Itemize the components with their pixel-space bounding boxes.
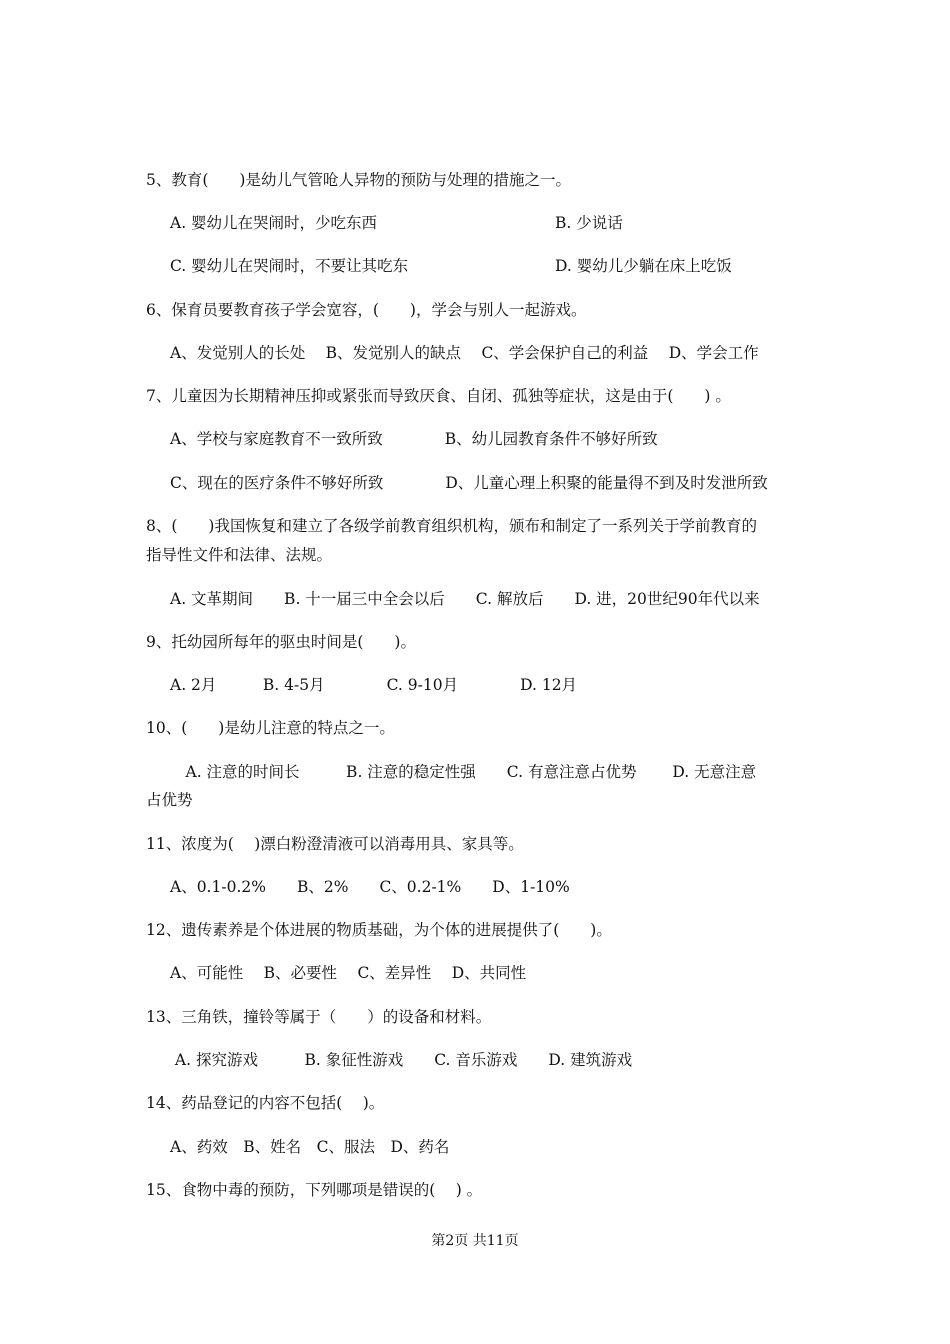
question-8-options: A. 文革期间 B. 十一届三中全会以后 C. 解放后 D. 进，20世纪90年代以来 [170,590,760,608]
question-9-stem: 9、托幼园所每年的驱虫时间是( )。 [146,633,416,651]
question-11-options: A、0.1-0.2% B、2% C、0.2-1% D、1-10% [170,878,570,896]
question-13-stem: 13、三角铁，撞铃等属于（ ）的设备和材料。 [146,1008,492,1026]
question-15-stem: 15、食物中毒的预防，下列哪项是错误的( ) 。 [146,1181,483,1199]
question-5-option-b: B. 少说话 [555,214,623,232]
question-11-stem: 11、浓度为( )漂白粉澄清液可以消毒用具、家具等。 [146,835,524,853]
question-5-option-a: A. 婴幼儿在哭闹时，少吃东西 [170,214,378,232]
question-7-options-ab: A、学校与家庭教育不一致所致 B、幼儿园教育条件不够好所致 [170,430,658,448]
page-number-footer: 第2页 共11页 [431,1233,519,1249]
question-13-options: A. 探究游戏 B. 象征性游戏 C. 音乐游戏 D. 建筑游戏 [170,1051,633,1069]
question-8-stem-line2: 指导性文件和法律、法规。 [146,546,333,564]
question-5-option-c: C. 婴幼儿在哭闹时，不要让其吃东 [170,257,409,275]
question-5-option-d: D. 婴幼儿少躺在床上吃饭 [555,257,732,275]
question-9-options: A. 2月 B. 4-5月 C. 9-10月 D. 12月 [170,676,578,694]
question-12-stem: 12、遗传素养是个体进展的物质基础，为个体的进展提供了( )。 [146,921,612,939]
question-7-options-cd: C、现在的医疗条件不够好所致 D、儿童心理上积聚的能量得不到及时发泄所致 [170,474,768,492]
question-14-options: A、药效 B、姓名 C、服法 D、药名 [170,1138,450,1156]
question-10-stem: 10、( )是幼儿注意的特点之一。 [146,719,395,737]
question-12-options: A、可能性 B、必要性 C、差异性 D、共同性 [170,964,527,982]
question-7-stem: 7、儿童因为长期精神压抑或紧张而导致厌食、自闭、孤独等症状，这是由于( ) 。 [146,387,731,405]
question-14-stem: 14、药品登记的内容不包括( )。 [146,1094,385,1112]
question-6-stem: 6、保育员要教育孩子学会宽容，( )，学会与别人一起游戏。 [146,301,587,319]
question-8-stem-line1: 8、( )我国恢复和建立了各级学前教育组织机构，颁布和制定了一系列关于学前教育的 [146,517,757,535]
question-10-options: A. 注意的时间长 B. 注意的稳定性强 C. 有意注意占优势 D. 无意注意 [170,763,757,781]
question-5-stem: 5、教育( )是幼儿气管呛人异物的预防与处理的措施之一。 [146,171,571,189]
question-6-options: A、发觉别人的长处 B、发觉别人的缺点 C、学会保护自己的利益 D、学会工作 [170,344,759,362]
question-10-options-cont: 占优势 [146,791,193,809]
